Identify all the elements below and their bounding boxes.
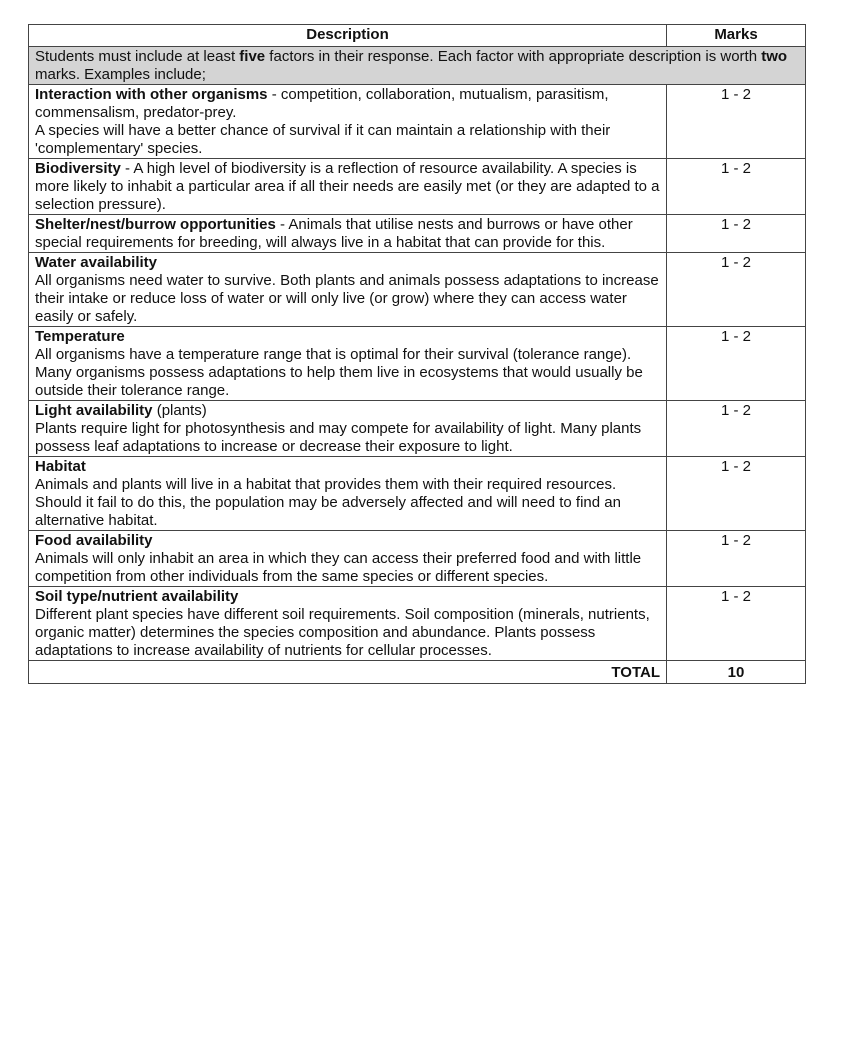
intro-part-1: Students must include at least [35, 48, 240, 65]
instructions-row [29, 47, 806, 85]
factor-row [29, 401, 806, 457]
factor-title-suffix: (plants) [152, 402, 207, 419]
description-header: Description [29, 25, 667, 47]
instructions-text [29, 47, 806, 85]
intro-part-3: marks. Examples include; [35, 66, 206, 83]
factor-text: Animals and plants will live in a habitat that provides them with their required resources. Should it fail to do this, the population may be adversely affected and will need to find an alternative habitat. [35, 476, 621, 529]
factor-text: Animals will only inhabit an area in which they can access their preferred food and with little competition from other individuals from the same species or different species. [35, 550, 642, 585]
factor-row [29, 215, 806, 253]
factor-title: Interaction with other organisms [35, 86, 268, 103]
factor-description [29, 253, 667, 327]
factor-text-2: A species will have a better chance of survival if it can maintain a relationship with their 'complementary' species. [35, 122, 611, 157]
factor-separator: - [120, 160, 134, 177]
factor-description [29, 215, 667, 253]
factor-marks: 1 - 2 [667, 253, 806, 327]
factor-text: Animals that utilise nests and burrows or have other special requirements for breeding, will always live in a habitat that can provide for this. [35, 216, 633, 251]
factor-row [29, 457, 806, 531]
factor-title: Food availability [35, 532, 153, 549]
factor-description [29, 587, 667, 661]
factor-title: Biodiversity [35, 160, 121, 177]
factor-title: Habitat [35, 458, 86, 475]
factor-title: Light availability [35, 402, 153, 419]
factor-row [29, 327, 806, 401]
factor-separator: - [267, 86, 281, 103]
total-value: 10 [667, 661, 806, 684]
factor-title: Temperature [35, 328, 125, 345]
factor-heading [35, 402, 660, 420]
factor-row [29, 253, 806, 327]
marking-table [28, 24, 806, 684]
factor-marks: 1 - 2 [667, 457, 806, 531]
factor-marks: 1 - 2 [667, 85, 806, 159]
factor-marks: 1 - 2 [667, 159, 806, 215]
factor-marks: 1 - 2 [667, 587, 806, 661]
factor-text: A high level of biodiversity is a reflection of resource availability. A species is more likely to inhabit a particular area if all their needs are easily met (or they are adapted to a selection pressure). [35, 160, 660, 213]
factor-description [29, 327, 667, 401]
factor-title: Water availability [35, 254, 157, 271]
intro-bold-two: two [761, 48, 788, 65]
factor-text: Plants require light for photosynthesis and may compete for availability of light. Many plants possess leaf adaptations to increase or decrease their exposure to light. [35, 420, 642, 455]
header-row [29, 25, 806, 47]
factor-row [29, 159, 806, 215]
factor-text: competition, collaboration, mutualism, parasitism, commensalism, predator-prey. [35, 86, 609, 121]
factor-description [29, 531, 667, 587]
factor-separator: - [275, 216, 289, 233]
factor-title: Soil type/nutrient availability [35, 588, 239, 605]
intro-bold-five: five [239, 48, 266, 65]
factor-description [29, 85, 667, 159]
total-row [29, 661, 806, 684]
marks-header: Marks [667, 25, 806, 47]
factor-marks: 1 - 2 [667, 327, 806, 401]
factor-description [29, 401, 667, 457]
factor-text: All organisms have a temperature range that is optimal for their survival (tolerance range). Many organisms possess adaptations to help them live in ecosystems that would usually be outside their tolerance range. [35, 346, 643, 399]
factor-marks: 1 - 2 [667, 215, 806, 253]
factor-marks: 1 - 2 [667, 401, 806, 457]
factor-title: Shelter/nest/burrow opportunities [35, 216, 276, 233]
factor-row [29, 85, 806, 159]
factor-description [29, 159, 667, 215]
intro-part-2: factors in their response. Each factor with appropriate description is worth [265, 48, 762, 65]
factor-text: All organisms need water to survive. Both plants and animals possess adaptations to increase their intake or reduce loss of water or will only live (or grow) where they can access water easily or safely. [35, 272, 659, 325]
factor-marks: 1 - 2 [667, 531, 806, 587]
factor-row [29, 587, 806, 661]
factor-row [29, 531, 806, 587]
factor-text: Different plant species have different soil requirements. Soil composition (minerals, nutrients, organic matter) determines the species composition and abundance. Plants possess adaptations to increase availability of nutrients for cellular processes. [35, 606, 650, 659]
factor-description [29, 457, 667, 531]
total-label: TOTAL [29, 661, 667, 684]
